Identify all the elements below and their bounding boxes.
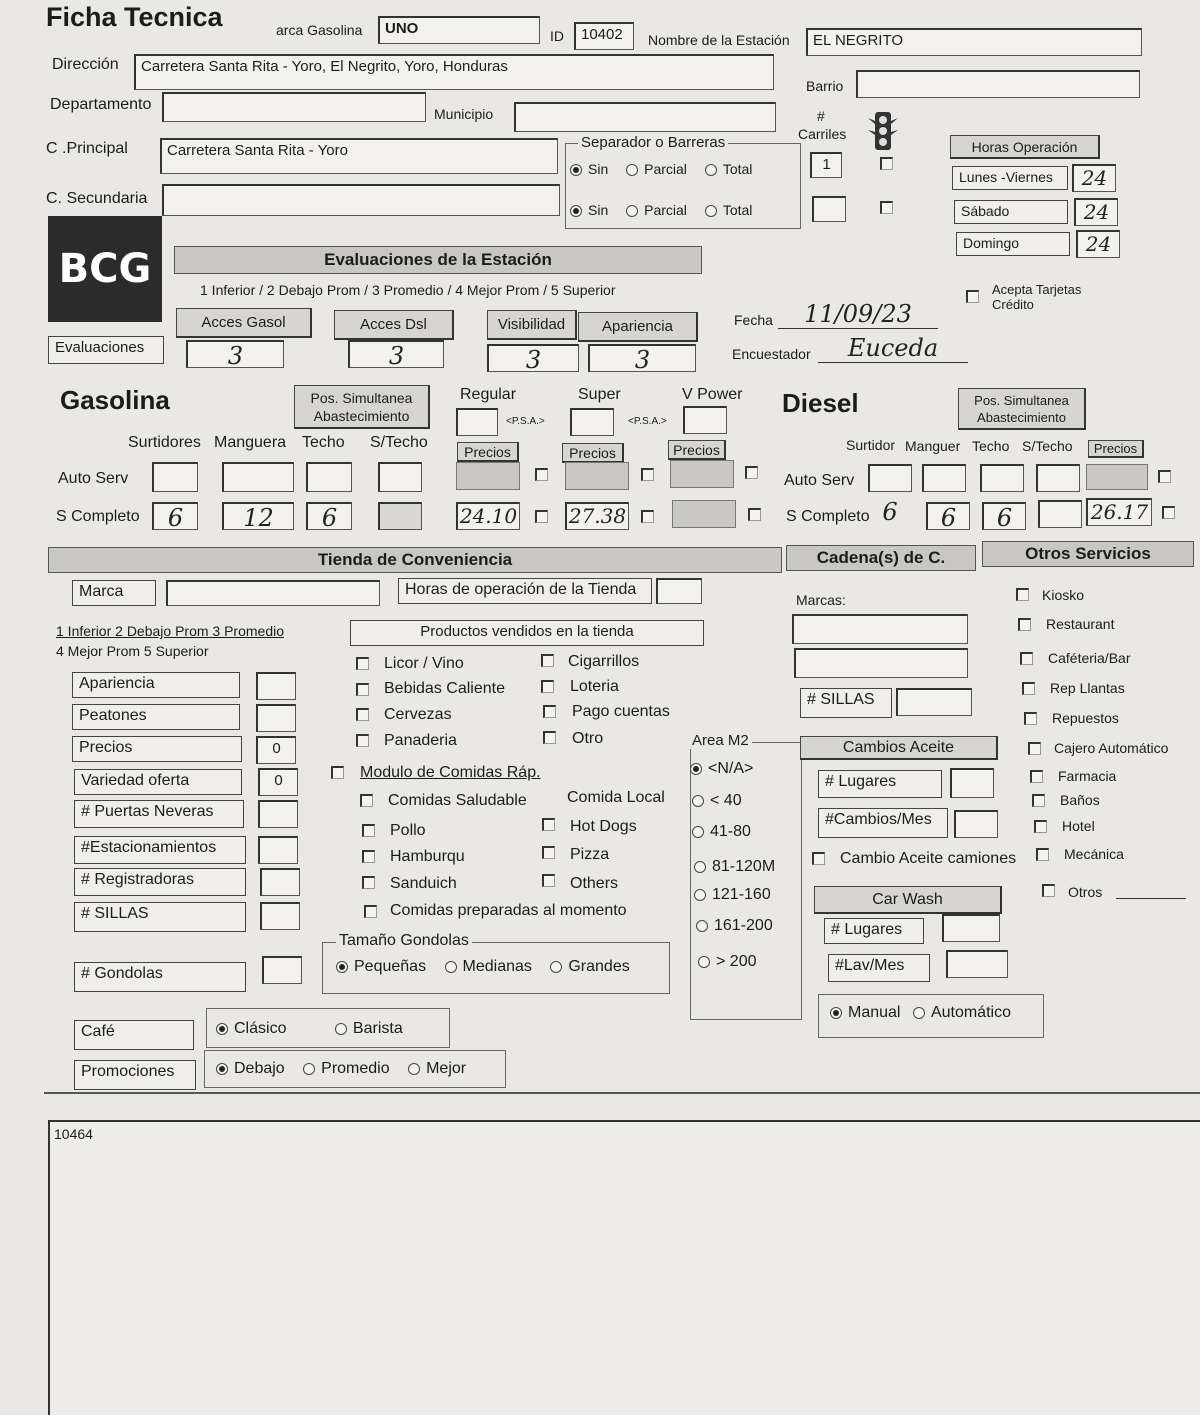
evaluaciones-header: Evaluaciones de la Estación bbox=[174, 246, 702, 274]
rating-precios-field[interactable]: 0 bbox=[256, 736, 296, 764]
bebidas-checkbox[interactable] bbox=[356, 683, 369, 696]
hotel-checkbox[interactable] bbox=[1034, 820, 1047, 833]
diesel-auto-precio[interactable] bbox=[1086, 464, 1148, 490]
promociones-mejor[interactable]: Mejor bbox=[408, 1060, 466, 1077]
rating-sillas-field[interactable] bbox=[260, 902, 300, 930]
lunes-viernes-label: Lunes -Viernes bbox=[952, 166, 1068, 190]
carwash-lugares-field[interactable] bbox=[942, 914, 1000, 942]
diesel-auto-surtidor[interactable] bbox=[868, 464, 912, 492]
marcas-field-1[interactable] bbox=[792, 614, 968, 644]
cambios-mes-label: #Cambios/Mes bbox=[818, 808, 948, 838]
rep-llantas-label: Rep Llantas bbox=[1050, 680, 1125, 696]
area-group bbox=[690, 742, 802, 1020]
precios-super-button[interactable]: Precios bbox=[562, 443, 624, 463]
traffic-light-icon bbox=[866, 110, 900, 157]
tienda-scale-line2: 4 Mejor Prom 5 Superior bbox=[56, 643, 209, 659]
gas-col-surtidores: Surtidores bbox=[128, 434, 201, 451]
notes-divider bbox=[44, 1092, 1200, 1094]
gas-auto-surtidores[interactable] bbox=[152, 462, 198, 492]
psa-label-2: <P.S.A.> bbox=[628, 416, 667, 427]
carriles-label: Carriles bbox=[798, 126, 847, 142]
gas-completo-regular-checkbox[interactable] bbox=[535, 510, 548, 523]
cervezas-checkbox[interactable] bbox=[356, 708, 369, 721]
separador-row2 bbox=[570, 202, 752, 218]
cajero-checkbox[interactable] bbox=[1028, 742, 1041, 755]
gas-completo-precio-super[interactable]: 27.38 bbox=[565, 502, 629, 530]
evaluaciones-label: Evaluaciones bbox=[48, 336, 164, 364]
marcas-field-2[interactable] bbox=[794, 648, 968, 678]
tarjetas-label: Acepta Tarjetas Crédito bbox=[992, 282, 1082, 312]
precios-vpower-button[interactable]: Precios bbox=[668, 440, 726, 460]
c-principal-label: C .Principal bbox=[46, 140, 128, 157]
visibilidad-field[interactable]: 3 bbox=[487, 344, 579, 372]
separador-row1-total[interactable]: Total bbox=[705, 161, 753, 177]
comidas-saludable-checkbox[interactable] bbox=[360, 794, 373, 807]
regular-label: Regular bbox=[460, 386, 517, 403]
c-secundaria-field[interactable] bbox=[162, 184, 560, 216]
radio-icon bbox=[694, 889, 706, 901]
rating-variedad-field[interactable]: 0 bbox=[258, 768, 298, 796]
rating-sillas-label: # SILLAS bbox=[74, 902, 246, 932]
psa-label-1: <P.S.A.> bbox=[506, 416, 545, 427]
gas-auto-regular-checkbox[interactable] bbox=[535, 468, 548, 481]
departamento-label: Departamento bbox=[50, 96, 152, 113]
semaforo-row2-checkbox[interactable] bbox=[880, 201, 893, 214]
gas-auto-serv-label: Auto Serv bbox=[58, 470, 129, 487]
bcg-logo: BCG bbox=[48, 216, 162, 322]
comida-local-label: Comida Local bbox=[567, 789, 665, 806]
farmacia-checkbox[interactable] bbox=[1030, 770, 1043, 783]
gas-col-manguera: Manguera bbox=[214, 434, 287, 451]
gas-completo-surtidores[interactable]: 6 bbox=[152, 502, 198, 530]
otros-line bbox=[1116, 896, 1186, 899]
carwash-type-options bbox=[830, 1004, 1011, 1022]
area-option-81-120[interactable]: 81-120M bbox=[694, 858, 775, 876]
departamento-field[interactable] bbox=[162, 92, 426, 122]
encuestador-field[interactable]: Euceda bbox=[818, 334, 968, 363]
gas-col-stecho: S/Techo bbox=[370, 434, 428, 451]
radio-icon bbox=[303, 1063, 315, 1075]
gas-completo-precio-regular[interactable]: 24.10 bbox=[456, 502, 520, 530]
visibilidad-button[interactable]: Visibilidad bbox=[487, 310, 577, 340]
licor-label: Licor / Vino bbox=[384, 655, 464, 672]
tienda-marca-label: Marca bbox=[72, 580, 156, 606]
nombre-estacion-label: Nombre de la Estación bbox=[648, 32, 790, 48]
diesel-auto-serv-label: Auto Serv bbox=[784, 472, 855, 489]
lunes-viernes-field[interactable]: 24 bbox=[1072, 164, 1116, 192]
gas-auto-precio-super[interactable] bbox=[565, 462, 629, 490]
modulo-comidas-checkbox[interactable] bbox=[331, 766, 344, 779]
gasolina-title: Gasolina bbox=[60, 385, 170, 415]
carwash-lugares-label: # Lugares bbox=[824, 918, 924, 944]
otros-checkbox[interactable] bbox=[1042, 884, 1055, 897]
barrio-label: Barrio bbox=[806, 78, 844, 94]
acces-dsl-field[interactable]: 3 bbox=[348, 340, 444, 368]
diesel-col-surtidor: Surtidor bbox=[846, 437, 896, 453]
radio-icon bbox=[335, 1023, 347, 1035]
mecanica-label: Mecánica bbox=[1064, 846, 1124, 862]
radio-icon bbox=[694, 861, 706, 873]
vpower-label: V Power bbox=[682, 386, 743, 403]
c-principal-field[interactable]: Carretera Santa Rita - Yoro bbox=[160, 138, 558, 174]
direccion-field[interactable]: Carretera Santa Rita - Yoro, El Negrito, Yoro, Honduras bbox=[134, 54, 774, 90]
carwash-manual[interactable]: Manual bbox=[830, 1004, 900, 1021]
cambios-mes-field[interactable] bbox=[954, 810, 998, 838]
gondolas-title: Tamaño Gondolas bbox=[336, 932, 472, 950]
separador-row2-parcial[interactable]: Parcial bbox=[626, 202, 687, 218]
radio-icon bbox=[692, 826, 704, 838]
repuestos-label: Repuestos bbox=[1052, 710, 1119, 726]
gas-completo-stecho[interactable] bbox=[378, 502, 422, 530]
gondolas-grandes[interactable]: Grandes bbox=[550, 958, 629, 975]
gondolas-pequenas[interactable]: Pequeñas bbox=[336, 958, 426, 975]
super-label: Super bbox=[578, 386, 621, 403]
gas-auto-super-checkbox[interactable] bbox=[641, 468, 654, 481]
diesel-col-techo: Techo bbox=[972, 438, 1010, 454]
diesel-col-manguer: Manguer bbox=[905, 438, 961, 454]
otros-servicios-header: Otros Servicios bbox=[982, 541, 1194, 567]
gas-completo-vpower-checkbox[interactable] bbox=[748, 508, 761, 521]
promociones-debajo[interactable]: Debajo bbox=[216, 1060, 285, 1077]
fecha-field[interactable]: 11/09/23 bbox=[778, 300, 938, 329]
gondolas-medianas[interactable]: Medianas bbox=[445, 958, 532, 975]
promociones-label: Promociones bbox=[74, 1060, 196, 1090]
radio-icon bbox=[626, 205, 638, 217]
hamburguesa-label: Hamburqu bbox=[390, 848, 465, 865]
aceite-lugares-field[interactable] bbox=[950, 768, 994, 798]
loteria-label: Loteria bbox=[570, 678, 619, 695]
page-title: Ficha Tecnica bbox=[46, 2, 223, 32]
car-wash-button[interactable]: Car Wash bbox=[814, 886, 1002, 914]
diesel-auto-manguer[interactable] bbox=[922, 464, 966, 492]
radio-icon bbox=[626, 164, 638, 176]
gas-s-completo-label: S Completo bbox=[56, 508, 140, 525]
repuestos-checkbox[interactable] bbox=[1024, 712, 1037, 725]
pizza-label: Pizza bbox=[570, 846, 610, 863]
modulo-comidas-label: Modulo de Comidas Ráp. bbox=[360, 764, 541, 781]
semaforo-row1-checkbox[interactable] bbox=[880, 157, 893, 170]
tienda-header: Tienda de Conveniencia bbox=[48, 547, 782, 573]
hamburguesa-checkbox[interactable] bbox=[362, 850, 375, 863]
others-checkbox[interactable] bbox=[542, 874, 555, 887]
separador-row2-total[interactable]: Total bbox=[705, 202, 753, 218]
otro-label: Otro bbox=[572, 730, 604, 747]
gasolina-pos-simultanea-button[interactable]: Pos. Simultanea Abastecimiento bbox=[294, 385, 430, 429]
diesel-completo-surtidor[interactable]: 6 bbox=[882, 498, 898, 526]
rating-estacionamientos-label: #Estacionamientos bbox=[74, 836, 246, 864]
cigarrillos-checkbox[interactable] bbox=[541, 654, 554, 667]
gas-completo-precio-vpower[interactable] bbox=[672, 500, 736, 528]
diesel-col-stecho: S/Techo bbox=[1022, 438, 1073, 454]
others-label: Others bbox=[570, 875, 619, 892]
diesel-completo-checkbox[interactable] bbox=[1162, 506, 1175, 519]
carriles-row1-field[interactable]: 1 bbox=[810, 152, 842, 178]
mecanica-checkbox[interactable] bbox=[1036, 848, 1049, 861]
gas-auto-vpower-checkbox[interactable] bbox=[745, 466, 758, 479]
acces-dsl-button[interactable]: Acces Dsl bbox=[334, 310, 454, 340]
super-pos-field[interactable] bbox=[570, 408, 614, 436]
rating-apariencia-label: Apariencia bbox=[72, 672, 240, 698]
rating-puertas-label: # Puertas Neveras bbox=[74, 800, 244, 828]
area-option-41-80[interactable]: 41-80 bbox=[692, 823, 751, 841]
area-option-na[interactable]: <N/A> bbox=[690, 760, 753, 778]
radio-icon bbox=[445, 961, 457, 973]
rating-registradoras-label: # Registradoras bbox=[74, 868, 246, 896]
separador-row1-sin[interactable]: Sin bbox=[570, 161, 608, 177]
sabado-label: Sábado bbox=[954, 200, 1068, 224]
radio-selected-icon bbox=[216, 1063, 228, 1075]
rating-apariencia-field[interactable] bbox=[256, 672, 296, 700]
pollo-checkbox[interactable] bbox=[362, 824, 375, 837]
rep-llantas-checkbox[interactable] bbox=[1022, 682, 1035, 695]
horas-operacion-button[interactable]: Horas Operación bbox=[950, 135, 1100, 159]
radio-icon bbox=[705, 205, 717, 217]
acces-gasol-field[interactable]: 3 bbox=[186, 340, 284, 368]
apariencia-button[interactable]: Apariencia bbox=[578, 312, 698, 342]
diesel-auto-stecho[interactable] bbox=[1036, 464, 1080, 492]
cadena-header: Cadena(s) de C. bbox=[786, 545, 976, 571]
cambios-aceite-button[interactable]: Cambios Aceite bbox=[800, 736, 998, 760]
loteria-checkbox[interactable] bbox=[541, 680, 554, 693]
tienda-scale-line1: 1 Inferior 2 Debajo Prom 3 Promedio bbox=[56, 623, 284, 639]
rating-peatones-field[interactable] bbox=[256, 704, 296, 732]
radio-icon bbox=[550, 961, 562, 973]
aceite-camiones-checkbox[interactable] bbox=[812, 852, 825, 865]
gas-auto-manguera[interactable] bbox=[222, 462, 294, 492]
domingo-label: Domingo bbox=[956, 232, 1070, 256]
precios-diesel-button[interactable]: Precios bbox=[1088, 440, 1144, 458]
pago-cuentas-label: Pago cuentas bbox=[572, 703, 670, 720]
domingo-field[interactable]: 24 bbox=[1076, 230, 1120, 258]
rating-gondolas-field[interactable] bbox=[262, 956, 302, 984]
hot-dogs-checkbox[interactable] bbox=[542, 818, 555, 831]
marcas-label: Marcas: bbox=[796, 592, 846, 608]
licor-checkbox[interactable] bbox=[356, 657, 369, 670]
area-option-gt200[interactable]: > 200 bbox=[698, 953, 756, 971]
area-option-161-200[interactable]: 161-200 bbox=[696, 917, 773, 935]
area-option-lt40[interactable]: < 40 bbox=[692, 792, 742, 810]
marca-gasolina-label: arca Gasolina bbox=[276, 22, 363, 38]
promociones-promedio[interactable]: Promedio bbox=[303, 1060, 389, 1077]
bebidas-label: Bebidas Caliente bbox=[384, 680, 505, 697]
cafeteria-checkbox[interactable] bbox=[1020, 652, 1033, 665]
diesel-completo-manguer[interactable]: 6 bbox=[926, 502, 970, 530]
rating-variedad-label: Variedad oferta bbox=[74, 769, 242, 795]
sanduich-label: Sanduich bbox=[390, 875, 457, 892]
radio-icon bbox=[692, 795, 704, 807]
otros-label: Otros bbox=[1068, 884, 1103, 900]
cervezas-label: Cervezas bbox=[384, 706, 452, 723]
gas-auto-precio-vpower[interactable] bbox=[670, 460, 734, 488]
carriles-row2-field[interactable] bbox=[812, 196, 846, 222]
panaderia-label: Panaderia bbox=[384, 732, 457, 749]
radio-selected-icon bbox=[216, 1023, 228, 1035]
gas-auto-techo[interactable] bbox=[306, 462, 352, 492]
hotel-label: Hotel bbox=[1062, 818, 1095, 834]
radio-icon bbox=[913, 1007, 925, 1019]
lav-mes-field[interactable] bbox=[946, 950, 1008, 978]
productos-label: Productos vendidos en la tienda bbox=[350, 620, 704, 646]
radio-selected-icon bbox=[690, 763, 702, 775]
radio-icon bbox=[696, 920, 708, 932]
panaderia-checkbox[interactable] bbox=[356, 734, 369, 747]
radio-selected-icon bbox=[570, 205, 582, 217]
gas-auto-precio-regular[interactable] bbox=[456, 462, 520, 490]
municipio-field[interactable] bbox=[514, 102, 776, 132]
tienda-marca-field[interactable] bbox=[166, 580, 380, 606]
carriles-hash: # bbox=[817, 108, 825, 124]
cadena-sillas-label: # SILLAS bbox=[800, 688, 892, 718]
diesel-completo-precio[interactable]: 26.17 bbox=[1086, 498, 1152, 526]
diesel-completo-stecho[interactable] bbox=[1038, 500, 1082, 528]
diesel-pos-simultanea-button[interactable]: Pos. Simultanea Abastecimiento bbox=[958, 388, 1086, 430]
municipio-label: Municipio bbox=[434, 106, 494, 122]
aceite-camiones-label: Cambio Aceite camiones bbox=[840, 850, 1017, 867]
notes-field[interactable] bbox=[48, 1120, 1200, 1415]
c-secundaria-label: C. Secundaria bbox=[46, 190, 148, 207]
radio-selected-icon bbox=[570, 164, 582, 176]
cafe-clasico[interactable]: Clásico bbox=[216, 1020, 286, 1037]
tienda-horas-field[interactable] bbox=[656, 578, 702, 604]
gas-completo-manguera[interactable]: 12 bbox=[222, 502, 294, 530]
evaluaciones-scale: 1 Inferior / 2 Debajo Prom / 3 Promedio / 4 Mejor Prom / 5 Superior bbox=[200, 282, 616, 298]
rating-gondolas-label: # Gondolas bbox=[74, 962, 246, 992]
gas-col-techo: Techo bbox=[302, 434, 345, 451]
diesel-auto-techo[interactable] bbox=[980, 464, 1024, 492]
separador-row1-parcial[interactable]: Parcial bbox=[626, 161, 687, 177]
gondolas-options bbox=[336, 958, 630, 976]
direccion-label: Dirección bbox=[52, 56, 119, 73]
acces-gasol-button[interactable]: Acces Gasol bbox=[176, 308, 312, 338]
rating-estacionamientos-field[interactable] bbox=[258, 836, 298, 864]
tienda-horas-label: Horas de operación de la Tienda bbox=[398, 578, 652, 604]
lav-mes-label: #Lav/Mes bbox=[828, 954, 930, 982]
id-field[interactable]: 10402 bbox=[574, 22, 634, 50]
cadena-sillas-field[interactable] bbox=[896, 688, 972, 716]
hot-dogs-label: Hot Dogs bbox=[570, 818, 637, 835]
diesel-title: Diesel bbox=[782, 388, 859, 418]
kiosko-label: Kiosko bbox=[1042, 587, 1085, 603]
comidas-preparadas-label: Comidas preparadas al momento bbox=[390, 902, 627, 919]
cafe-barista[interactable]: Barista bbox=[335, 1020, 403, 1037]
cigarrillos-label: Cigarrillos bbox=[568, 653, 640, 670]
sabado-field[interactable]: 24 bbox=[1074, 198, 1118, 226]
cajero-label: Cajero Automático bbox=[1054, 740, 1169, 756]
radio-selected-icon bbox=[830, 1007, 842, 1019]
gas-auto-stecho[interactable] bbox=[378, 462, 422, 492]
tarjetas-checkbox[interactable] bbox=[966, 290, 979, 303]
area-title: Area M2 bbox=[689, 732, 752, 749]
vpower-pos-field[interactable] bbox=[683, 406, 727, 434]
barrio-field[interactable] bbox=[856, 70, 1140, 98]
separador-title: Separador o Barreras bbox=[578, 134, 728, 151]
area-option-121-160[interactable]: 121-160 bbox=[694, 886, 771, 904]
gas-completo-super-checkbox[interactable] bbox=[641, 510, 654, 523]
diesel-s-completo-label: S Completo bbox=[786, 508, 870, 525]
fecha-label: Fecha bbox=[734, 312, 773, 328]
banos-label: Baños bbox=[1060, 792, 1100, 808]
promociones-options bbox=[216, 1060, 466, 1078]
pizza-checkbox[interactable] bbox=[542, 846, 555, 859]
kiosko-checkbox[interactable] bbox=[1016, 588, 1029, 601]
otro-checkbox[interactable] bbox=[543, 731, 556, 744]
rating-registradoras-field[interactable] bbox=[260, 868, 300, 896]
sanduich-checkbox[interactable] bbox=[362, 876, 375, 889]
diesel-completo-techo[interactable]: 6 bbox=[982, 502, 1026, 530]
restaurant-label: Restaurant bbox=[1046, 616, 1115, 632]
encuestador-label: Encuestador bbox=[732, 346, 811, 362]
cafe-options bbox=[216, 1020, 403, 1038]
pago-cuentas-checkbox[interactable] bbox=[543, 705, 556, 718]
rating-peatones-label: Peatones bbox=[72, 704, 240, 730]
radio-selected-icon bbox=[336, 961, 348, 973]
radio-icon bbox=[705, 164, 717, 176]
banos-checkbox[interactable] bbox=[1032, 794, 1045, 807]
separador-row2-sin[interactable]: Sin bbox=[570, 202, 608, 218]
carwash-automatico[interactable]: Automático bbox=[913, 1004, 1011, 1021]
cafeteria-label: Caféteria/Bar bbox=[1048, 650, 1131, 666]
radio-icon bbox=[408, 1063, 420, 1075]
regular-pos-field[interactable] bbox=[456, 408, 498, 436]
gas-completo-techo[interactable]: 6 bbox=[306, 502, 352, 530]
diesel-auto-checkbox[interactable] bbox=[1158, 470, 1171, 483]
notes-text: 10464 bbox=[54, 1126, 93, 1142]
rating-precios-label: Precios bbox=[72, 736, 242, 762]
apariencia-field[interactable]: 3 bbox=[588, 344, 696, 372]
marca-gasolina-field[interactable]: UNO bbox=[378, 16, 540, 44]
aceite-lugares-label: # Lugares bbox=[818, 770, 942, 798]
restaurant-checkbox[interactable] bbox=[1018, 618, 1031, 631]
id-label: ID bbox=[550, 28, 564, 44]
farmacia-label: Farmacia bbox=[1058, 768, 1117, 784]
precios-regular-button[interactable]: Precios bbox=[457, 442, 519, 462]
radio-icon bbox=[698, 956, 710, 968]
nombre-estacion-field[interactable]: EL NEGRITO bbox=[806, 28, 1142, 56]
comidas-preparadas-checkbox[interactable] bbox=[364, 905, 377, 918]
rating-puertas-field[interactable] bbox=[258, 800, 298, 828]
comidas-saludable-label: Comidas Saludable bbox=[388, 792, 527, 809]
pollo-label: Pollo bbox=[390, 822, 426, 839]
cafe-label: Café bbox=[74, 1020, 194, 1050]
separador-row1 bbox=[570, 161, 752, 177]
